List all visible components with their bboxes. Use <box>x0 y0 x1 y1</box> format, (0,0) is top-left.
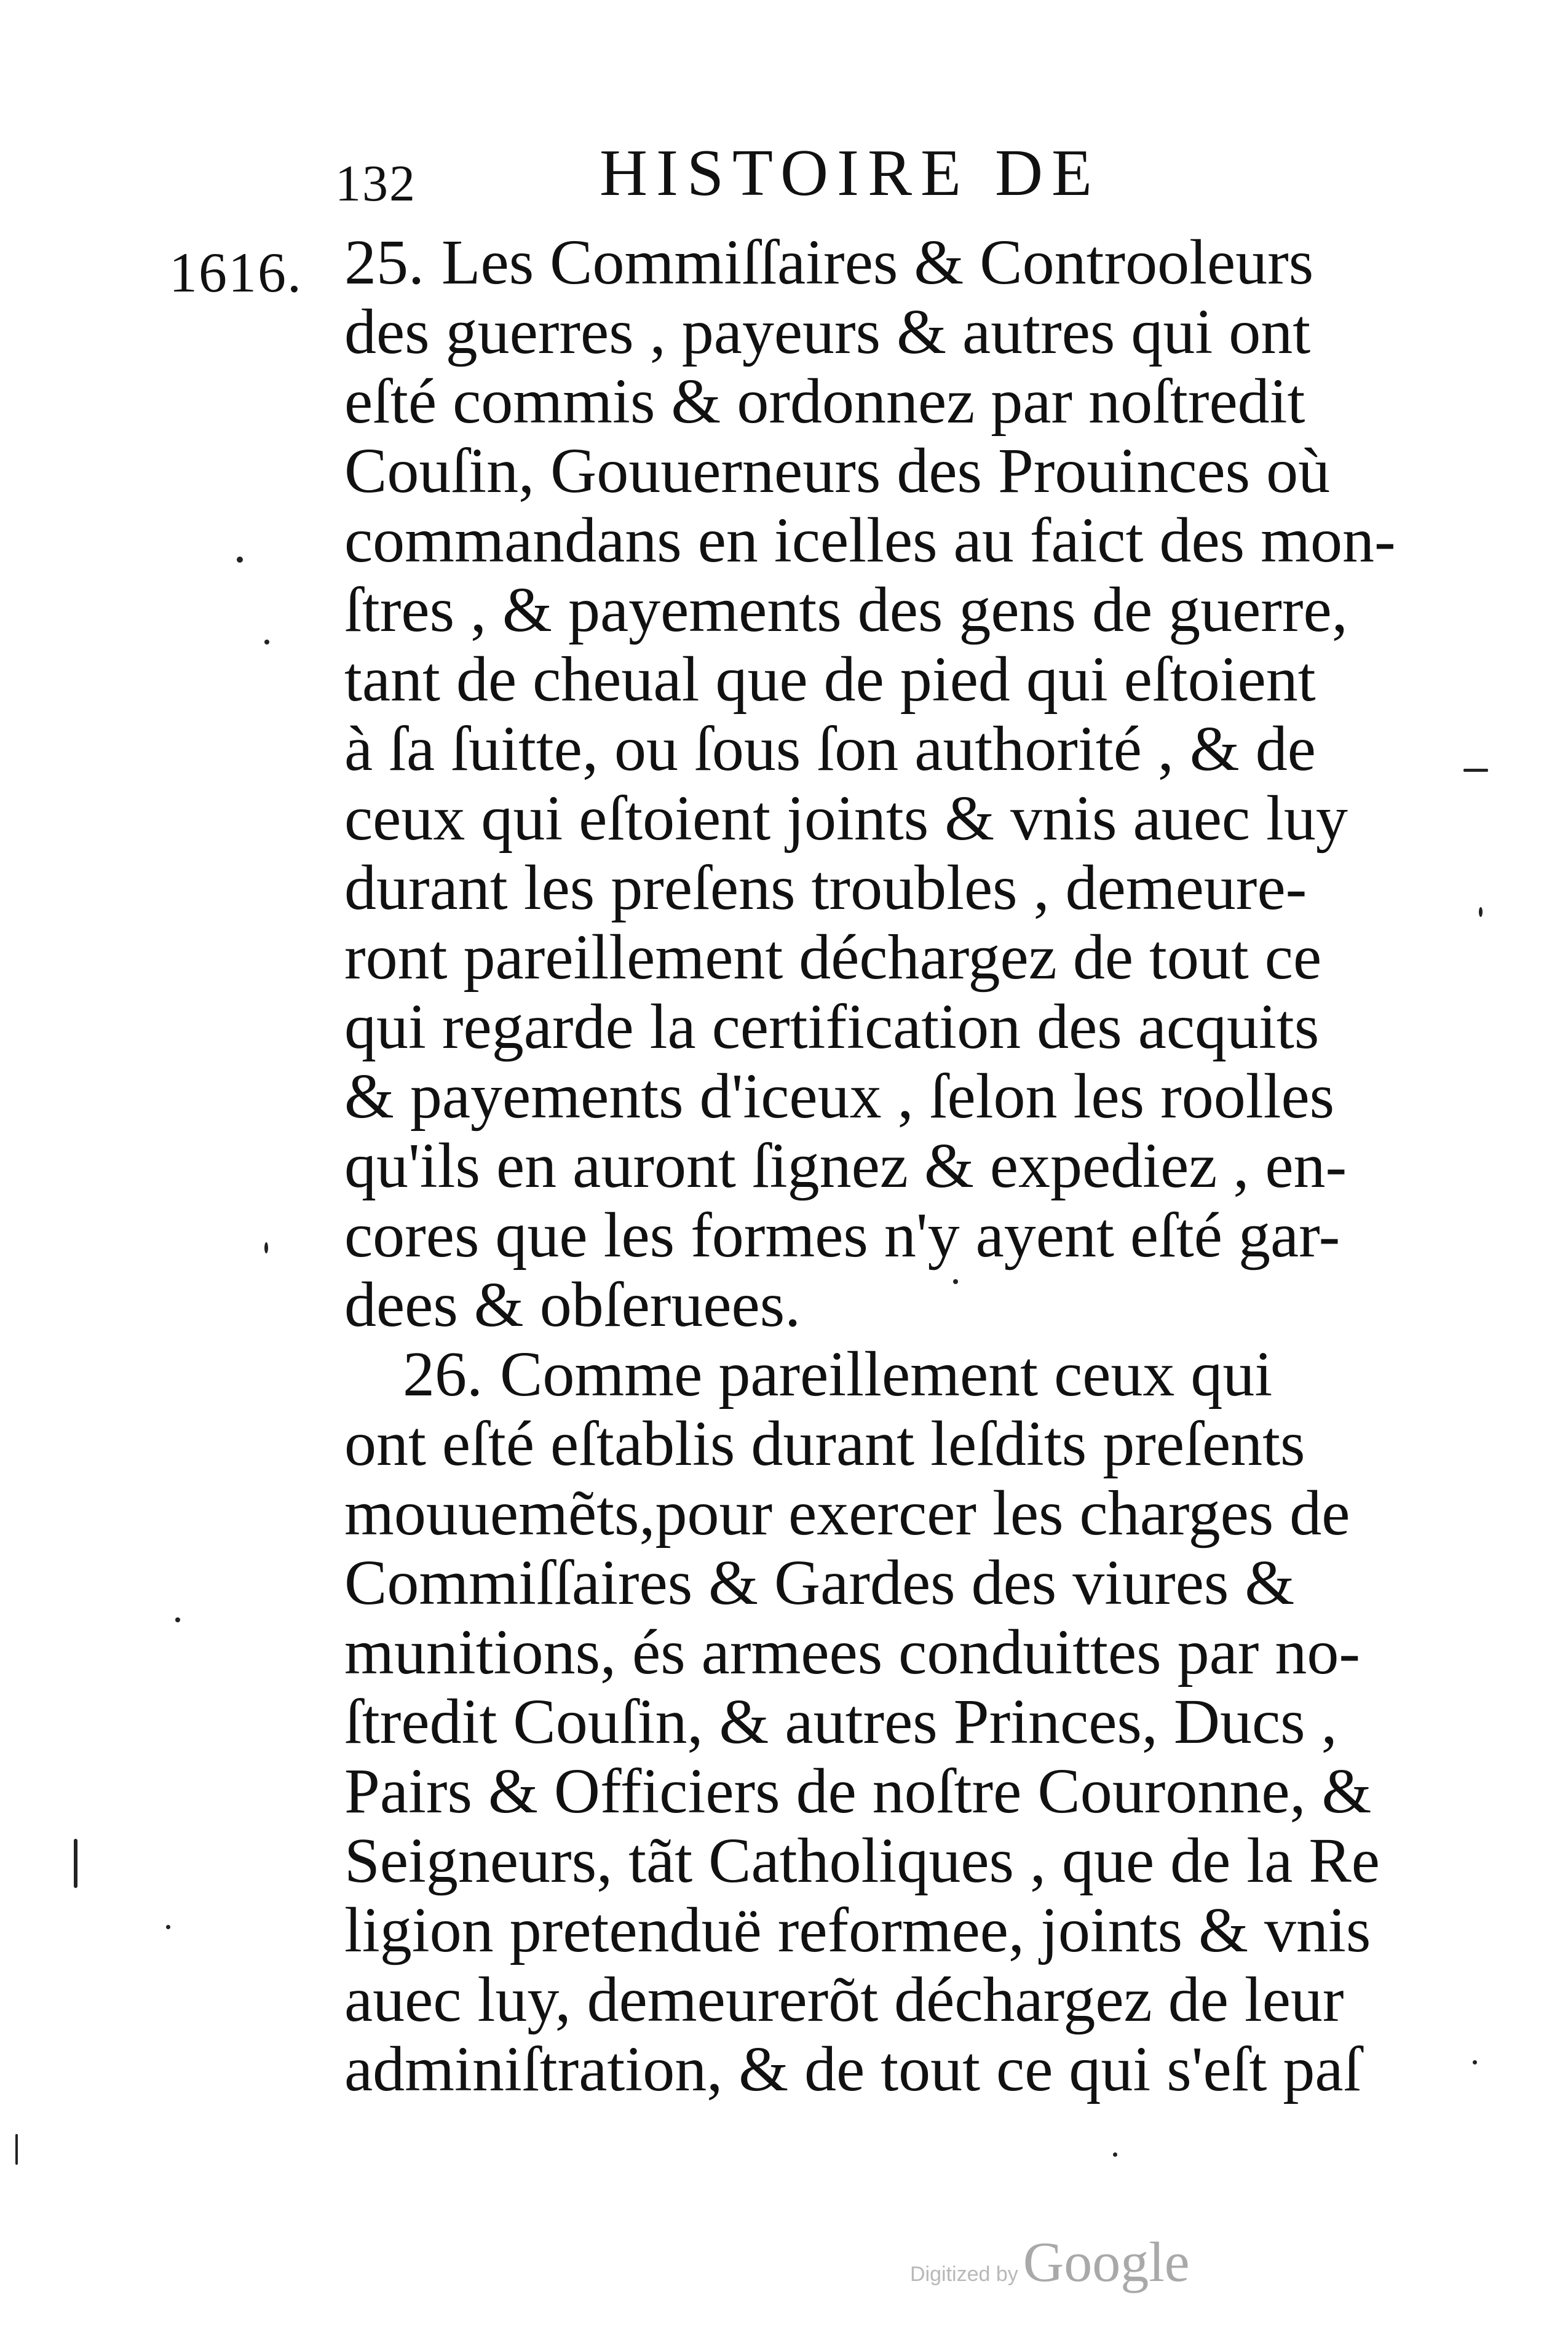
scan-speck <box>175 1617 180 1622</box>
text-line: ront pareillement déchargez de tout ce <box>344 922 1322 993</box>
page-header <box>335 135 1196 215</box>
text-line: ceux qui eſtoient joints & vnis auec luy <box>344 783 1348 854</box>
text-line: Commiſſaires & Gardes des viures & <box>344 1547 1295 1618</box>
text-line: dees & obſeruees. <box>344 1269 801 1340</box>
page-number: 132 <box>335 155 416 212</box>
scan-speck <box>1463 769 1488 772</box>
scan-speck <box>15 2134 18 2165</box>
watermark-small-text: Digitized by <box>910 2263 1018 2286</box>
text-line: adminiſtration, & de tout ce qui s'eſt paſ <box>344 2034 1361 2104</box>
text-line: ligion pretenduë reformee, joints & vnis <box>344 1895 1371 1965</box>
scan-speck <box>166 1925 170 1929</box>
text-line: des guerres , payeurs & autres qui ont <box>344 296 1311 367</box>
scan-speck <box>237 557 243 563</box>
text-line: tant de cheual que de pied qui eſtoient <box>344 644 1316 715</box>
text-line: Seigneurs, tãt Catholiques , que de la Re <box>344 1825 1380 1896</box>
text-line: cores que les formes n'y ayent eſté gar- <box>344 1200 1340 1271</box>
text-line: eſté commis & ordonnez par noſtredit <box>344 366 1305 437</box>
scan-speck <box>1473 2060 1477 2064</box>
text-line: ont eſté eſtablis durant leſdits preſents <box>344 1408 1305 1479</box>
main-text <box>344 228 1402 2104</box>
text-line: commandans en icelles au faict des mon- <box>344 505 1396 576</box>
text-line: qui regarde la certification des acquits <box>344 991 1320 1062</box>
text-line: à ſa ſuitte, ou ſous ſon authorité , & de <box>344 713 1316 784</box>
article-number: 26. <box>403 1339 483 1410</box>
text-line: & payements d'iceux , ſelon les roolles <box>344 1061 1335 1132</box>
text-line: 25. Les Commiſſaires & Controoleurs <box>344 227 1314 298</box>
text-line: Pairs & Officiers de noſtre Couronne, & <box>344 1756 1372 1826</box>
text-line: mouuemẽts,pour exercer les charges de <box>344 1478 1350 1549</box>
scan-speck <box>953 1279 958 1284</box>
scan-speck <box>74 1839 77 1888</box>
digitized-watermark <box>910 2229 1190 2294</box>
text-line: durant les preſens troubles , demeure- <box>344 852 1307 923</box>
running-title: HISTOIRE DE <box>600 137 1101 210</box>
text-line: munitions, és armees conduittes par no- <box>344 1617 1361 1688</box>
scan-speck <box>1479 907 1483 917</box>
watermark-logo-text: Google <box>1023 2231 1190 2293</box>
text-line: 26. Comme pareillement ceux qui <box>403 1339 1273 1410</box>
margin-year: 1616. <box>169 241 303 304</box>
text-line: auec luy, demeurerõt déchargez de leur <box>344 1964 1344 2035</box>
article-number: 25. <box>344 227 424 298</box>
scan-speck <box>264 640 269 645</box>
text-line: Couſin, Gouuerneurs des Prouinces où <box>344 435 1331 506</box>
text-line: qu'ils en auront ſignez & expediez , en- <box>344 1130 1347 1201</box>
text-line: ſtredit Couſin, & autres Princes, Ducs , <box>344 1686 1337 1757</box>
text-line: ſtres , & payements des gens de guerre, <box>344 574 1348 645</box>
scan-speck <box>1113 2152 1117 2157</box>
scan-speck <box>264 1242 268 1253</box>
